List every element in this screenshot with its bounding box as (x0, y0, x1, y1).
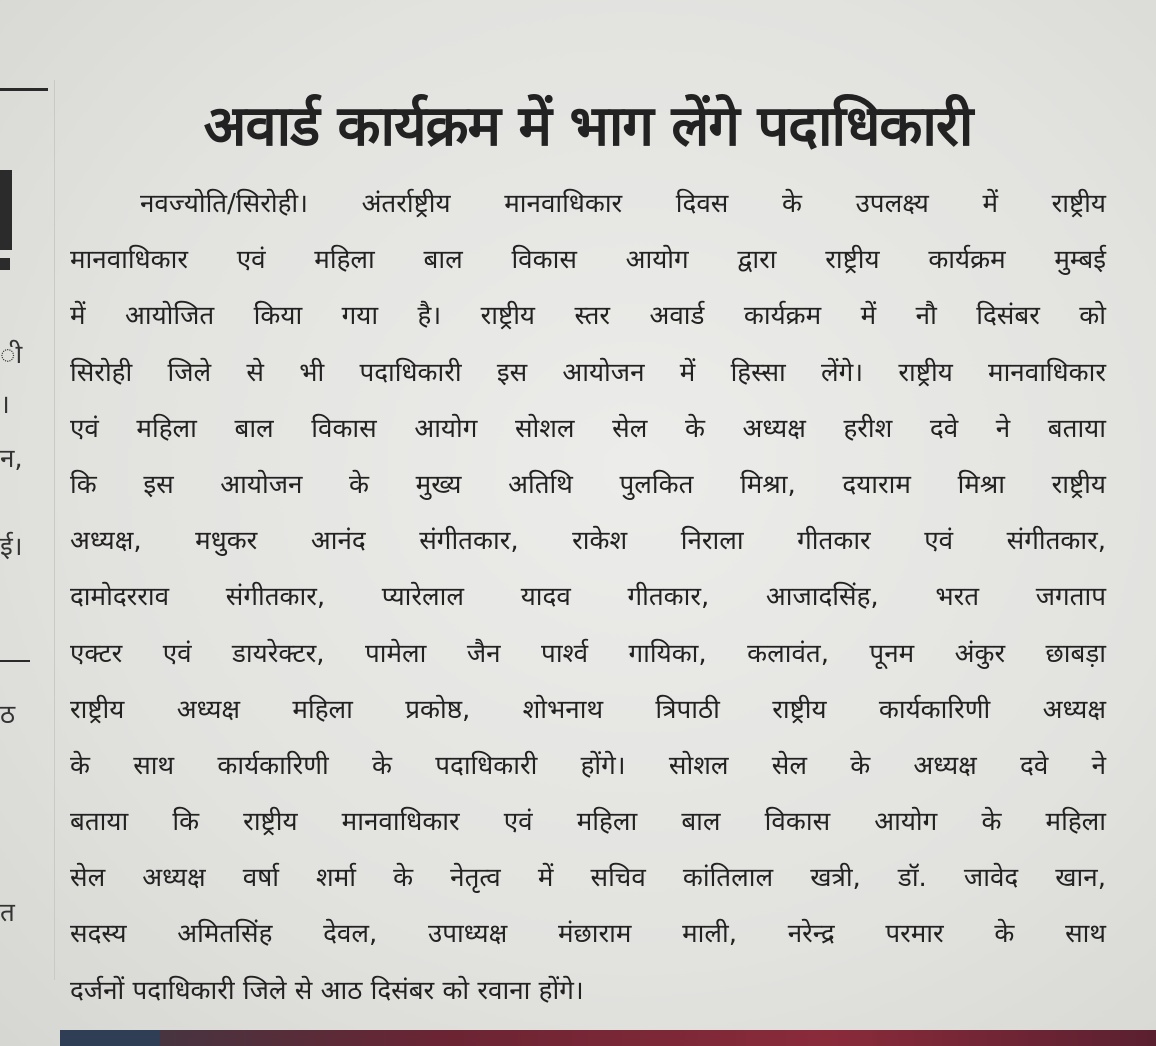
adjacent-column-text: ई। (0, 532, 23, 562)
page-bottom-band (60, 1030, 1156, 1046)
article-line: राष्ट्रीय अध्यक्ष महिला प्रकोष्ठ, शोभनाथ त्रिपाठी राष्ट्रीय कार्यकारिणी अध्यक्ष (70, 694, 1106, 725)
column-gutter (54, 80, 55, 980)
article-line: बताया कि राष्ट्रीय मानवाधिकार एवं महिला बाल विकास आयोग के महिला (70, 807, 1106, 838)
article-line: दामोदरराव संगीतकार, प्यारेलाल यादव गीतकार, आजादसिंह, भरत जगताप (70, 582, 1106, 613)
adjacent-column-bar (0, 258, 10, 270)
article-line: में आयोजित किया गया है। राष्ट्रीय स्तर अवार्ड कार्यक्रम में नौ दिसंबर को (70, 301, 1106, 332)
adjacent-column-text: । (0, 390, 10, 420)
adjacent-column-text: त (0, 898, 15, 928)
adjacent-column-text: ठ (0, 700, 16, 730)
adjacent-column-fragment (0, 0, 62, 1046)
adjacent-column-rule (0, 660, 30, 662)
article-line: मानवाधिकार एवं महिला बाल विकास आयोग द्वारा राष्ट्रीय कार्यक्रम मुम्बई (70, 245, 1106, 276)
article-line: नवज्योति/सिरोही। अंतर्राष्ट्रीय मानवाधिकार दिवस के उपलक्ष्य में राष्ट्रीय (140, 189, 1106, 219)
adjacent-column-bar (0, 170, 12, 250)
article-line: एक्टर एवं डायरेक्टर, पामेला जैन पार्श्व गायिका, कलावंत, पूनम अंकुर छाबड़ा (70, 638, 1106, 669)
article-line: सेल अध्यक्ष वर्षा शर्मा के नेतृत्व में सचिव कांतिलाल खत्री, डॉ. जावेद खान, (70, 863, 1106, 894)
adjacent-column-text: न, (0, 444, 23, 474)
article-line: एवं महिला बाल विकास आयोग सोशल सेल के अध्यक्ष हरीश दवे ने बताया (70, 413, 1106, 444)
article-line: अध्यक्ष, मधुकर आनंद संगीतकार, राकेश निराला गीतकार एवं संगीतकार, (70, 526, 1106, 557)
article-body (70, 176, 1106, 1019)
article-headline: अवार्ड कार्यक्रम में भाग लेंगे पदाधिकारी (203, 94, 973, 159)
adjacent-column-rule (0, 88, 48, 91)
page-bottom-band-accent (60, 1030, 160, 1046)
article-line: सिरोही जिले से भी पदाधिकारी इस आयोजन में हिस्सा लेंगे। राष्ट्रीय मानवाधिकार (70, 357, 1106, 388)
article-line: कि इस आयोजन के मुख्य अतिथि पुलकित मिश्रा, दयाराम मिश्रा राष्ट्रीय (70, 469, 1106, 500)
adjacent-column-text: ी (0, 340, 23, 370)
news-article (70, 86, 1106, 1019)
article-line: सदस्य अमितसिंह देवल, उपाध्यक्ष मंछाराम माली, नरेन्द्र परमार के साथ (70, 919, 1106, 950)
article-line: दर्जनों पदाधिकारी जिले से आठ दिसंबर को रवाना होंगे। (70, 975, 584, 1006)
article-line: के साथ कार्यकारिणी के पदाधिकारी होंगे। सोशल सेल के अध्यक्ष दवे ने (70, 750, 1106, 781)
